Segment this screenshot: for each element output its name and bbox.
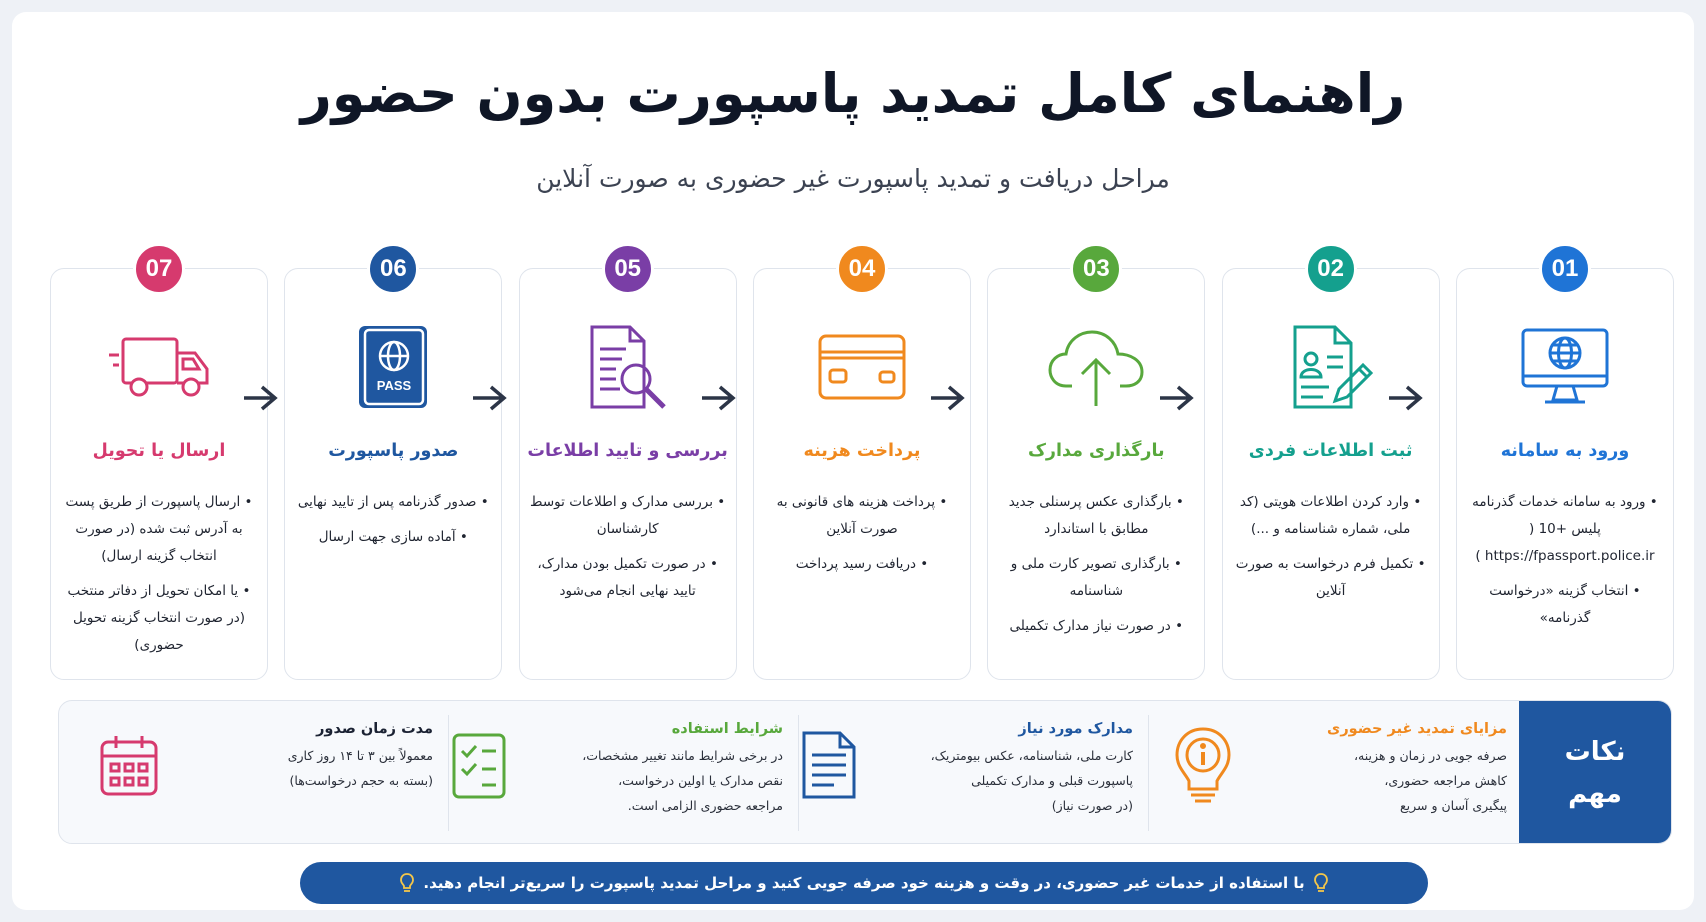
- note-title: مدت زمان صدور: [316, 721, 433, 737]
- note-line: صرفه جویی در زمان و هزینه،: [1354, 748, 1507, 763]
- step-title: صدور پاسپورت: [328, 441, 459, 461]
- note-line: کارت ملی، شناسنامه، عکس بیومتریک،: [930, 748, 1133, 763]
- page-title: راهنمای کامل تمدید پاسپورت بدون حضور: [300, 62, 1406, 125]
- step-bullet: • یا امکان تحویل از دفاتر منتخب (در صورت انتخاب گزینه تحویل حضوری): [61, 578, 257, 659]
- step-bullet: • انتخاب گزینه «درخواست گذرنامه»: [1467, 578, 1663, 632]
- step-card-6: [284, 255, 502, 680]
- notes-header-line: مهم: [1568, 779, 1622, 809]
- step-bullets: [61, 489, 257, 667]
- step-number-badge: 03: [1070, 243, 1122, 295]
- note-line: (بسته به حجم درخواست‌ها): [289, 773, 433, 788]
- step-bullet: • ارسال پاسپورت از طریق پست به آدرس ثبت شده (در صورت انتخاب گزینه ارسال): [61, 489, 257, 570]
- step-card-1: [1456, 255, 1674, 680]
- arrow-right-icon: [700, 384, 736, 412]
- step-number-badge: 01: [1539, 243, 1591, 295]
- footer-banner: [300, 862, 1428, 904]
- note-divider: [798, 715, 799, 831]
- step-bullet: • پرداخت هزینه های قانونی به صورت آنلاین: [764, 489, 960, 543]
- step-bullet: • ورود به سامانه خدمات گذرنامه پلیس +10 ( https://fpassport.police.ir ): [1467, 489, 1663, 570]
- note-line: پیگیری آسان و سریع: [1399, 798, 1507, 813]
- note-line: نقص مدارک یا اولین درخواست،: [618, 773, 783, 788]
- note-title: مزایای تمدید غیر حضوری: [1327, 721, 1507, 737]
- step-card-5: [519, 255, 737, 680]
- step-bullet: • تکمیل فرم درخواست به صورت آنلاین: [1233, 551, 1429, 605]
- passport-icon: [285, 317, 501, 417]
- note-line: (در صورت نیاز): [1051, 798, 1133, 813]
- computer-globe-icon: [1457, 317, 1673, 417]
- step-bullets: [530, 489, 726, 613]
- note-line: پاسپورت قبلی و مدارک تکمیلی: [971, 773, 1133, 788]
- info-bulb-icon: [1163, 715, 1243, 815]
- step-number-badge: 04: [836, 243, 888, 295]
- step-bullets: [295, 489, 491, 559]
- step-card-4: [753, 255, 971, 680]
- step-bullet: • بارگذاری عکس پرسنلی جدید مطابق با استاندارد: [998, 489, 1194, 543]
- step-title: بررسی و تایید اطلاعات: [527, 441, 728, 461]
- step-number-badge: 02: [1305, 243, 1357, 295]
- step-bullet: • آماده سازی جهت ارسال: [295, 524, 491, 551]
- step-bullet: • صدور گذرنامه پس از تایید نهایی: [295, 489, 491, 516]
- step-bullets: [1467, 489, 1663, 640]
- step-card-7: [50, 255, 268, 680]
- document-icon: [789, 715, 869, 815]
- step-bullet: • بارگذاری تصویر کارت ملی و شناسنامه: [998, 551, 1194, 605]
- arrow-right-icon: [929, 384, 965, 412]
- infographic-canvas: [12, 12, 1694, 910]
- arrow-right-icon: [1158, 384, 1194, 412]
- step-bullet: • دریافت رسید پرداخت: [764, 551, 960, 578]
- step-title: بارگذاری مدارک: [1027, 441, 1165, 461]
- step-number-badge: 07: [133, 243, 185, 295]
- footer-text: با استفاده از خدمات غیر حضوری، در وقت و هزینه خود صرفه جویی کنید و مراحل تمدید پاسپورت را سریع‌تر انجام دهید.: [423, 874, 1305, 892]
- step-title: ثبت اطلاعات فردی: [1248, 441, 1413, 461]
- step-number-badge: 06: [367, 243, 419, 295]
- passport-label: PASS: [377, 378, 412, 393]
- step-bullet: • بررسی مدارک و اطلاعات توسط کارشناسان: [530, 489, 726, 543]
- checklist-icon: [439, 715, 519, 815]
- notes-header-line: نکات: [1564, 737, 1626, 767]
- note-divider: [1148, 715, 1149, 831]
- calendar-icon: [89, 715, 169, 815]
- lightbulb-icon: [1313, 872, 1329, 894]
- step-bullets: [1233, 489, 1429, 613]
- steps-row: [50, 254, 1674, 684]
- note-line: مراجعه حضوری الزامی است.: [627, 798, 783, 813]
- note-duration: [87, 715, 433, 831]
- important-notes-panel: [58, 700, 1672, 844]
- step-title: ارسال یا تحویل: [92, 441, 226, 461]
- step-title: پرداخت هزینه: [803, 441, 921, 461]
- delivery-truck-icon: [51, 317, 267, 417]
- lightbulb-icon: [399, 872, 415, 894]
- page-subtitle: مراحل دریافت و تمدید پاسپورت غیر حضوری به صورت آنلاین: [536, 164, 1170, 193]
- note-divider: [448, 715, 449, 831]
- note-line: کاهش مراجعه حضوری،: [1384, 773, 1507, 788]
- note-title: شرایط استفاده: [671, 721, 783, 737]
- step-bullet: • وارد کردن اطلاعات هویتی (کد ملی، شماره شناسنامه و ...): [1233, 489, 1429, 543]
- notes-header: [1519, 701, 1671, 844]
- arrow-right-icon: [242, 384, 278, 412]
- note-title: مدارک مورد نیاز: [1018, 721, 1133, 737]
- step-bullets: [998, 489, 1194, 648]
- step-title: ورود به سامانه: [1500, 441, 1630, 461]
- step-card-2: [1222, 255, 1440, 680]
- note-documents: [787, 715, 1133, 831]
- step-bullet: • در صورت نیاز مدارک تکمیلی: [998, 613, 1194, 640]
- note-conditions: [437, 715, 783, 831]
- note-benefits: [1161, 715, 1507, 831]
- arrow-right-icon: [471, 384, 507, 412]
- arrow-right-icon: [1387, 384, 1423, 412]
- step-number-badge: 05: [602, 243, 654, 295]
- step-card-3: [987, 255, 1205, 680]
- note-line: معمولاً بین ۳ تا ۱۴ روز کاری: [287, 748, 433, 763]
- step-bullet: • در صورت تکمیل بودن مدارک، تایید نهایی انجام می‌شود: [530, 551, 726, 605]
- note-line: در برخی شرایط مانند تغییر مشخصات،: [582, 748, 783, 763]
- step-bullets: [764, 489, 960, 586]
